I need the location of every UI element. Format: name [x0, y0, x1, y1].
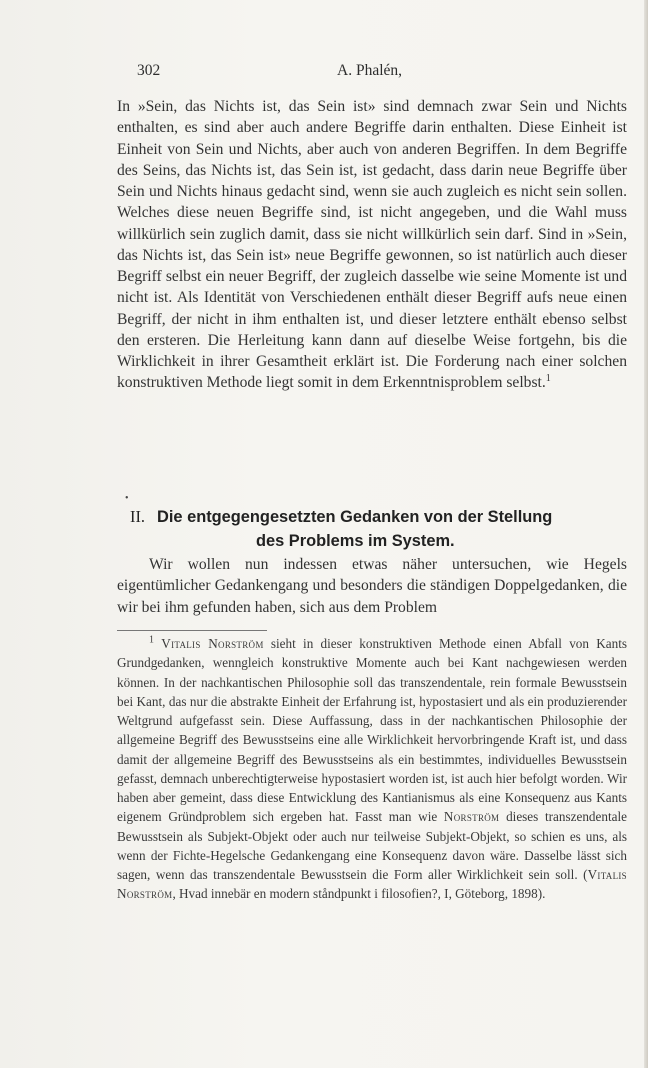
- footnote-reference: 1: [545, 373, 551, 385]
- footnote-marker: 1: [149, 634, 154, 646]
- paragraph-text: In »Sein, das Nichts ist, das Sein ist» sind demnach zwar Sein und Nichts enthalten, es sind aber auch andere Begriffe darin enthalten. Diese Einheit ist Einheit von Sein und Nichts, aber auch von anderen Begriffen. In dem Begriffe des Seins, das Nichts ist, das Sein ist, ist gedacht, dass darin neue Begriffe über Sein und Nichts hinaus gedacht sind, wenn sie auch zugleich es nicht sein sollen. Welches diese neuen Begriffe sind, ist nicht angegeben, und die Wahl muss willkürlich sein zuglich damit, dass sie nicht willkürlich sein darf. Sind in »Sein, das Nichts ist, das Sein ist» neue Begriffe gewonnen, so ist natürlich auch dieser Begriff selbst ein neuer Begriff, der zugleich dasselbe wie seine Momente ist und nicht ist. Als Identität von Verschiedenen enthält dieser Begriff aufs neue einen Begriff, der nicht in ihm enthalten ist, und dieser letztere enthält ebenso selbst den ersteren. Die Herleitung kann dann auf dieselbe Weise fortgehn, bis die Wirklichkeit in ihrer Gesamtheit erklärt ist. Die Forderung nach einer solchen konstruktiven Methode liegt somit in dem Erkenntnisproblem selbst.: [117, 98, 627, 392]
- page-header: [117, 60, 527, 82]
- footnote-divider: [117, 630, 267, 631]
- running-head: A. Phalén,: [337, 62, 403, 79]
- footnote-author: Vitalis Norström: [161, 636, 264, 651]
- page-number: 302: [137, 62, 161, 79]
- footnote-text-a: sieht in dieser konstruktiven Methode einen Abfall von Kants Grundgedanken, wenngleich konstruktive Momente auch bei Kant nachgewiesen werden können. In der nachkantischen Philosophie soll das transzendentale, rein formale Bewusstsein bei Kant, das nur die abstrakte Einheit der Erfahrung ist, hypostasiert und als ein produzierender Weltgrund aufgefasst sein. Diese Auffassung, dass in der nachkantischen Philosophie der allgemeine Begriff des Bewusstseins eine alle Wirklichkeit hervorbringende Kraft ist, und dass damit der allgemeine Begriff des Bewusstseins als ein bestimmtes, individuelles Bewusstsein gefasst, demnach unberechtigterweise hypostasiert worden ist, ist auch hier befolgt worden. Wir haben aber gemeint, dass diese Entwicklung des Kantianismus als eine Konsequenz aus Kants eigenem Gründproblem sich ergeben hat. Fasst man wie: [117, 636, 628, 825]
- section-number: II.: [130, 507, 146, 526]
- footnote-text-c: , Hvad innebär en modern ståndpunkt i filosofien?, I, Göteborg, 1898).: [172, 886, 546, 902]
- section-title-line-2: des Problems im System.: [256, 532, 455, 550]
- section-title-line-1: Die entgegengesetzten Gedanken von der Stellung: [157, 508, 553, 526]
- footnote: [117, 634, 627, 904]
- section-heading: [130, 505, 627, 553]
- paragraph-text: Wir wollen nun indessen etwas näher untersuchen, wie Hegels eigentümlicher Gedankengang und besonders die ständigen Doppelgedanken, die wir bei ihm gefunden haben, sich aus dem Problem: [117, 556, 627, 616]
- margin-mark: •: [125, 493, 129, 504]
- footnote-text-b: dieses transzendentale Bewusstsein als Subjekt-Objekt oder auch nur teilweise Subjekt-Objekt, so schien es uns, als wenn der Fichte-Hegelsche Gedankengang eine Konsequenz davon wäre. Dasselbe lässt sich sagen, wenn das transzendentale Bewusstsein die Form aller Wirklichkeit sein soll. (: [117, 809, 627, 882]
- body-paragraph-2: [117, 554, 627, 618]
- footnote-author-3: Vitalis Norström: [117, 867, 627, 902]
- body-paragraph-1: [117, 96, 627, 394]
- footnote-author-2: Norström: [443, 809, 500, 825]
- page-edge: [644, 0, 648, 1068]
